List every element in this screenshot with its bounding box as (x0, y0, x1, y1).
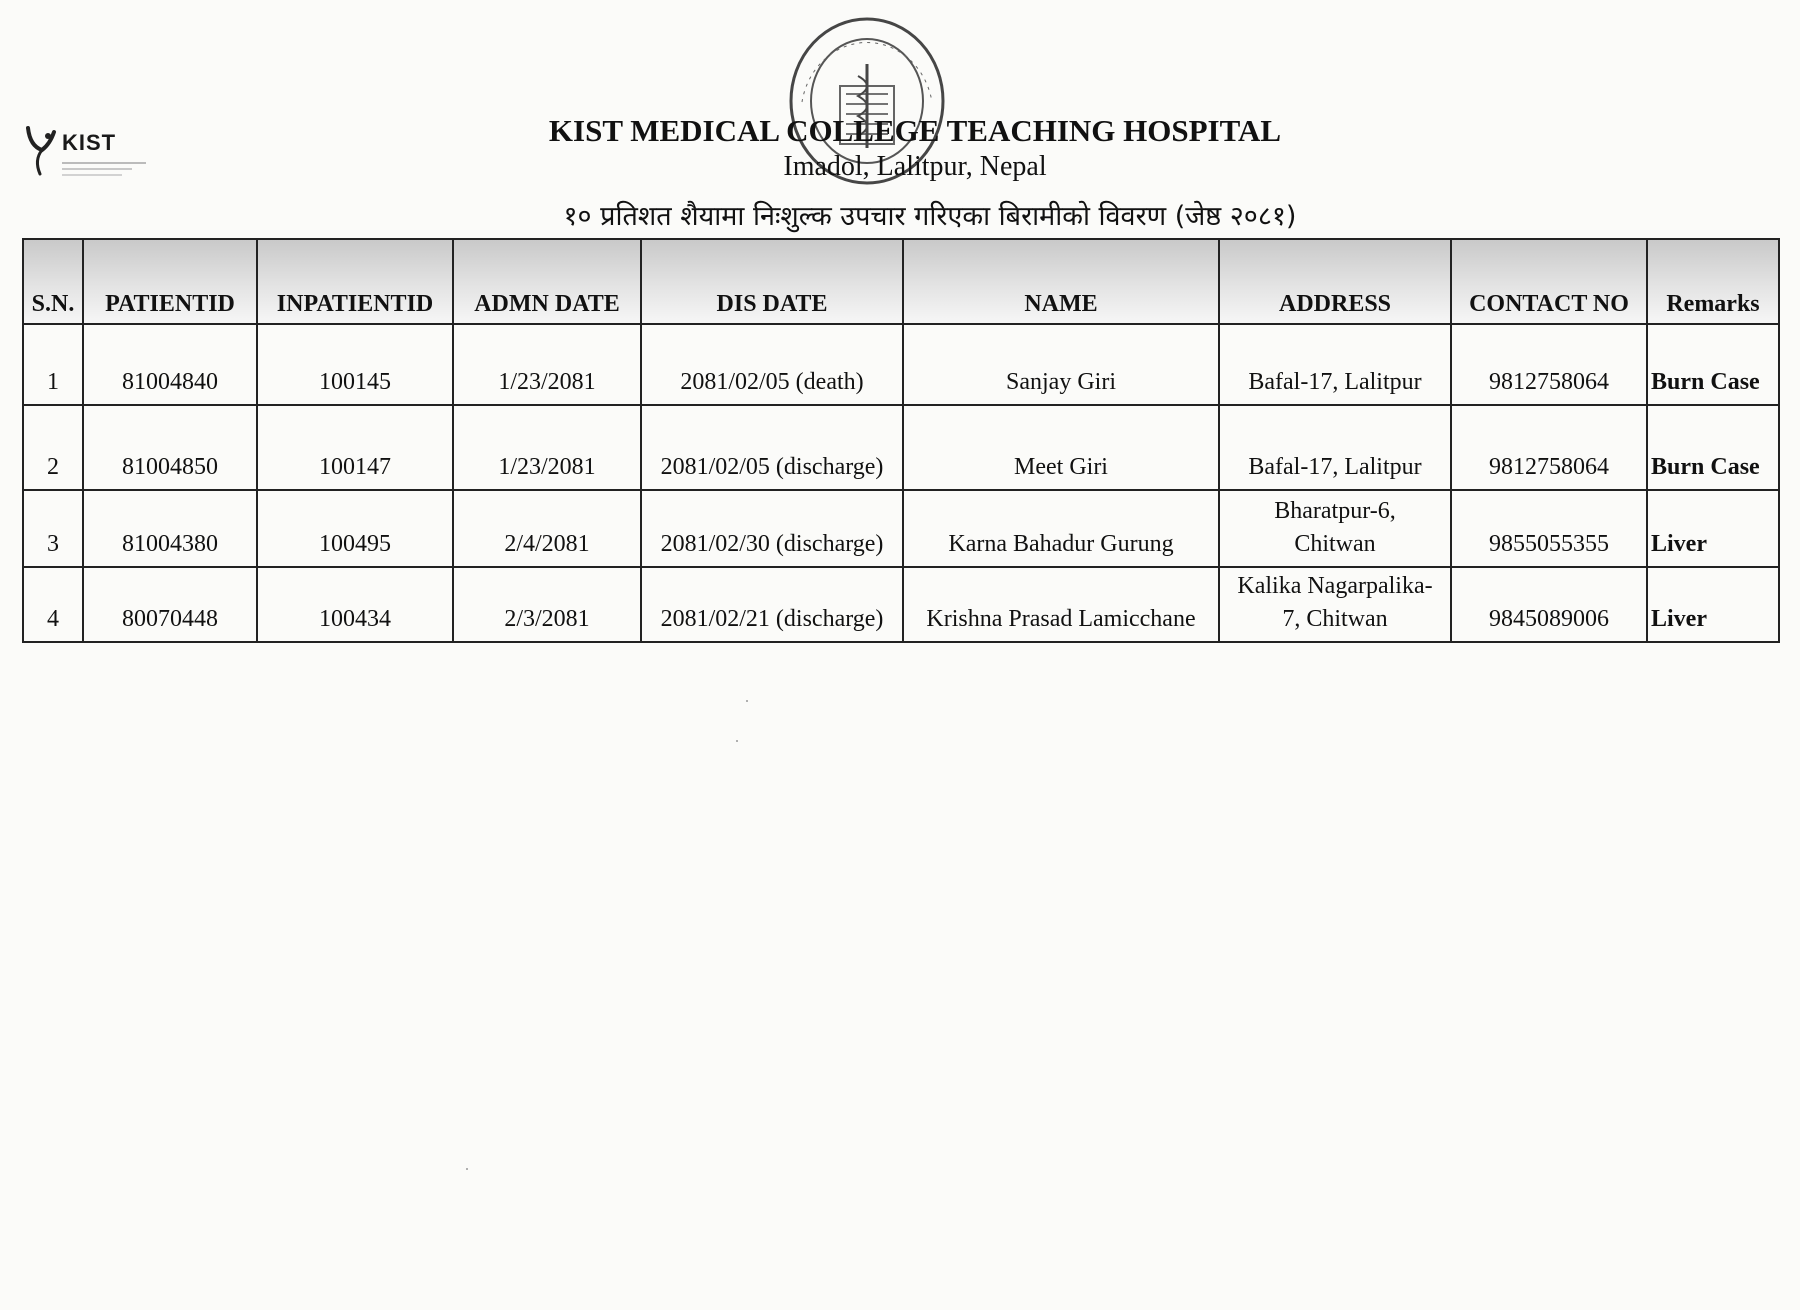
hospital-address: Imadol, Lalitpur, Nepal (783, 151, 1047, 182)
cell-inpatient-id: 100145 (257, 324, 453, 405)
cell-sn: 2 (23, 405, 83, 490)
address-line-1: Bharatpur-6, (1274, 498, 1396, 524)
cell-contact: 9812758064 (1451, 405, 1647, 490)
cell-dis-date: 2081/02/05 (death) (641, 324, 903, 405)
cell-patient-id: 81004380 (83, 490, 257, 567)
cell-contact: 9812758064 (1451, 324, 1647, 405)
table-row (23, 324, 1779, 405)
hospital-name: KIST MEDICAL COLLEGE TEACHING HOSPITAL (548, 113, 1282, 148)
cell-sn: 3 (23, 490, 83, 567)
scan-speck (746, 700, 748, 702)
cell-address (1219, 567, 1451, 642)
cell-patient-id: 81004850 (83, 405, 257, 490)
address-line-2: 7, Chitwan (1282, 606, 1388, 632)
cell-name: Meet Giri (903, 405, 1219, 490)
scan-speck (736, 740, 738, 742)
cell-admn-date: 2/4/2081 (453, 490, 641, 567)
cell-patient-id: 81004840 (83, 324, 257, 405)
cell-admn-date: 1/23/2081 (453, 324, 641, 405)
cell-inpatient-id: 100147 (257, 405, 453, 490)
cell-inpatient-id: 100495 (257, 490, 453, 567)
column-header-sn: S.N. (23, 239, 83, 324)
address-line-1: Bafal-17, Lalitpur (1248, 369, 1422, 395)
cell-address (1219, 405, 1451, 490)
cell-dis-date: 2081/02/21 (discharge) (641, 567, 903, 642)
column-header-inpatientid: INPATIENTID (257, 239, 453, 324)
cell-contact: 9845089006 (1451, 567, 1647, 642)
cell-name: Krishna Prasad Lamicchane (903, 567, 1219, 642)
cell-inpatient-id: 100434 (257, 567, 453, 642)
table-row (23, 567, 1779, 642)
address-line-1: Bafal-17, Lalitpur (1248, 454, 1422, 480)
column-header-dis-date: DIS DATE (641, 239, 903, 324)
column-header-name: NAME (903, 239, 1219, 324)
cell-remarks: Liver (1647, 567, 1779, 642)
cell-contact: 9855055355 (1451, 490, 1647, 567)
column-header-contact-no: CONTACT NO (1451, 239, 1647, 324)
cell-dis-date: 2081/02/30 (discharge) (641, 490, 903, 567)
table-row (23, 405, 1779, 490)
address-line-2: Chitwan (1294, 531, 1376, 557)
logo-text: KIST (62, 130, 117, 155)
column-header-address: ADDRESS (1219, 239, 1451, 324)
column-header-admn-date: ADMN DATE (453, 239, 641, 324)
cell-remarks: Burn Case (1647, 324, 1779, 405)
cell-sn: 4 (23, 567, 83, 642)
column-header-patientid: PATIENTID (83, 239, 257, 324)
cell-dis-date: 2081/02/05 (discharge) (641, 405, 903, 490)
scan-speck (466, 1168, 468, 1170)
report-title: १० प्रतिशत शैयामा निःशुल्क उपचार गरिएका बिरामीको विवरण (जेष्ठ २०८१) (563, 201, 1297, 232)
cell-address (1219, 324, 1451, 405)
patient-table (22, 238, 1780, 643)
cell-name: Karna Bahadur Gurung (903, 490, 1219, 567)
column-header-remarks: Remarks (1647, 239, 1779, 324)
cell-patient-id: 80070448 (83, 567, 257, 642)
cell-admn-date: 1/23/2081 (453, 405, 641, 490)
table-header-row (23, 239, 1779, 324)
cell-admn-date: 2/3/2081 (453, 567, 641, 642)
address-line-1: Kalika Nagarpalika- (1237, 573, 1433, 599)
cell-name: Sanjay Giri (903, 324, 1219, 405)
cell-remarks: Liver (1647, 490, 1779, 567)
cell-sn: 1 (23, 324, 83, 405)
cell-address (1219, 490, 1451, 567)
table-row (23, 490, 1779, 567)
cell-remarks: Burn Case (1647, 405, 1779, 490)
